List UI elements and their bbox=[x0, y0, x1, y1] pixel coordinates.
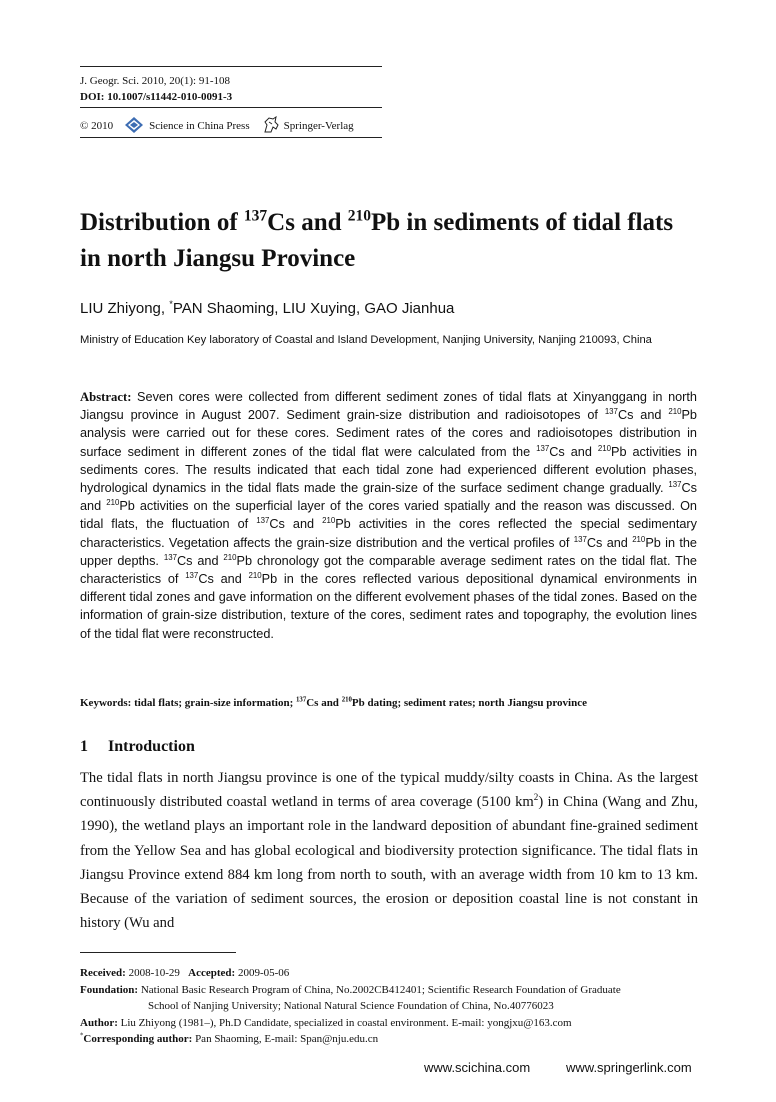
introduction-paragraph: The tidal flats in north Jiangsu province is one of the typical muddy/silty coasts in China. As the largest continuously distributed coastal wetland in terms of area coverage (5100 $km^2$) in China (Wang and Zhu, 1990), the wetland plays an important role in the landward deposition of abundant fine-grained sediment from the Yellow Sea and has global ecological and biodiversity protection significance. The tidal flats in Jiangsu Province extend 884 km long from north to south, with an average width from 10 km to 13 km. Because of the variation of sediment sources, the erosion or deposition coastal line is not constant in history (Wu and bbox=[80, 770, 698, 932]
header-mid-rule bbox=[80, 107, 382, 108]
doi[interactable]: DOI: 10.1007/s11442-010-0091-3 bbox=[80, 91, 233, 103]
publisher-springer: Springer-Verlag bbox=[283, 120, 354, 132]
abstract: Abstract: Seven cores were collected from different sediment zones of tidal flats at Xinyanggang in north Jiangsu province in August 2007. Sediment grain-size distribution and radioisotopes of $^{137}$Cs and $^{210}$Pb analysis were carried out for these cores. Sediment rates of the cores and radioisotopes distribution in surface sediment in different zones of the tidal flat were calculated from the $^{137}$Cs and $^{210}$Pb activities in sediments cores. The results indicated that each tidal zone had experienced different evolution phases, hydrological dynamics in the tidal flats made the grain-size of the surface sediment change gradually. $^{137}$Cs and $^{210}$Pb activities on the superficial layer of the cores varied spatially and the reason was discussed. On tidal flats, the fluctuation of $^{137}$Cs and $^{210}$Pb activities in the cores reflected the special sedimentary characteristics. Vegetation affects the grain-size distribution and the vertical profiles of $^{137}$Cs and $^{210}$Pb in the upper depths. $^{137}$Cs and $^{210}$Pb chronology got the comparable average sediment rates on the tidal flat. The characteristics of $^{137}$Cs and $^{210}$Pb in the cores reflected various depositional dynamical environments in different tidal zones and gave information on the different evolvement phases of the tidal zones. Based on the information of grain-size distribution, texture of the cores, sediment rates and topography, the evolution lines of the tidal flat were reconstructed. bbox=[80, 390, 698, 641]
journal-citation: J. Geogr. Sci. 2010, 20(1): 91-108 bbox=[80, 75, 231, 87]
foundation-note: Foundation: National Basic Research Program of China, No.2002CB412401; Scientific Research Foundation of Graduate bbox=[80, 984, 621, 996]
header-bottom-rule bbox=[80, 137, 382, 138]
author-list: LIU Zhiyong, *PAN Shaoming, LIU Xuying, GAO Jianhua bbox=[80, 299, 455, 317]
link-scichina[interactable]: www.scichina.com bbox=[424, 1060, 531, 1075]
copyright: © 2010 bbox=[80, 120, 114, 132]
received-accepted-note: Received: 2008-10-29 Accepted: 2009-05-06 bbox=[80, 967, 290, 979]
springer-horse-icon bbox=[262, 116, 280, 137]
header-top-rule bbox=[80, 66, 382, 67]
section-title: Introduction bbox=[108, 738, 195, 755]
abstract-label: Abstract: bbox=[80, 390, 132, 404]
paper-title: Distribution of $^{137}$Cs and $^{210}$Pb in sediments of tidal flats in north Jiangsu Province bbox=[80, 207, 674, 272]
keywords: Keywords: tidal flats; grain-size information; $^{137}$Cs and $^{210}$Pb dating; sediment rates; north Jiangsu province bbox=[80, 696, 587, 709]
science-in-china-logo-icon bbox=[125, 117, 143, 136]
author-note: Author: Liu Zhiyong (1981–), Ph.D Candidate, specialized in coastal environment. E-mail: yongjxu@163.com bbox=[80, 1017, 572, 1029]
section-heading-introduction bbox=[80, 738, 195, 756]
publisher-row bbox=[80, 118, 382, 134]
corresponding-author-note: *Corresponding author: Pan Shaoming, E-mail: Span@nju.edu.cn bbox=[80, 1032, 379, 1045]
link-springerlink[interactable]: www.springerlink.com bbox=[566, 1060, 692, 1075]
footnote-rule bbox=[80, 952, 236, 953]
section-number: 1 bbox=[80, 738, 88, 755]
publisher-science-in-china: Science in China Press bbox=[149, 120, 250, 132]
affiliation: Ministry of Education Key laboratory of Coastal and Island Development, Nanjing University, Nanjing 210093, China bbox=[80, 334, 652, 346]
foundation-note-continued: School of Nanjing University; National Natural Science Foundation of China, No.40776023 bbox=[148, 1000, 554, 1012]
